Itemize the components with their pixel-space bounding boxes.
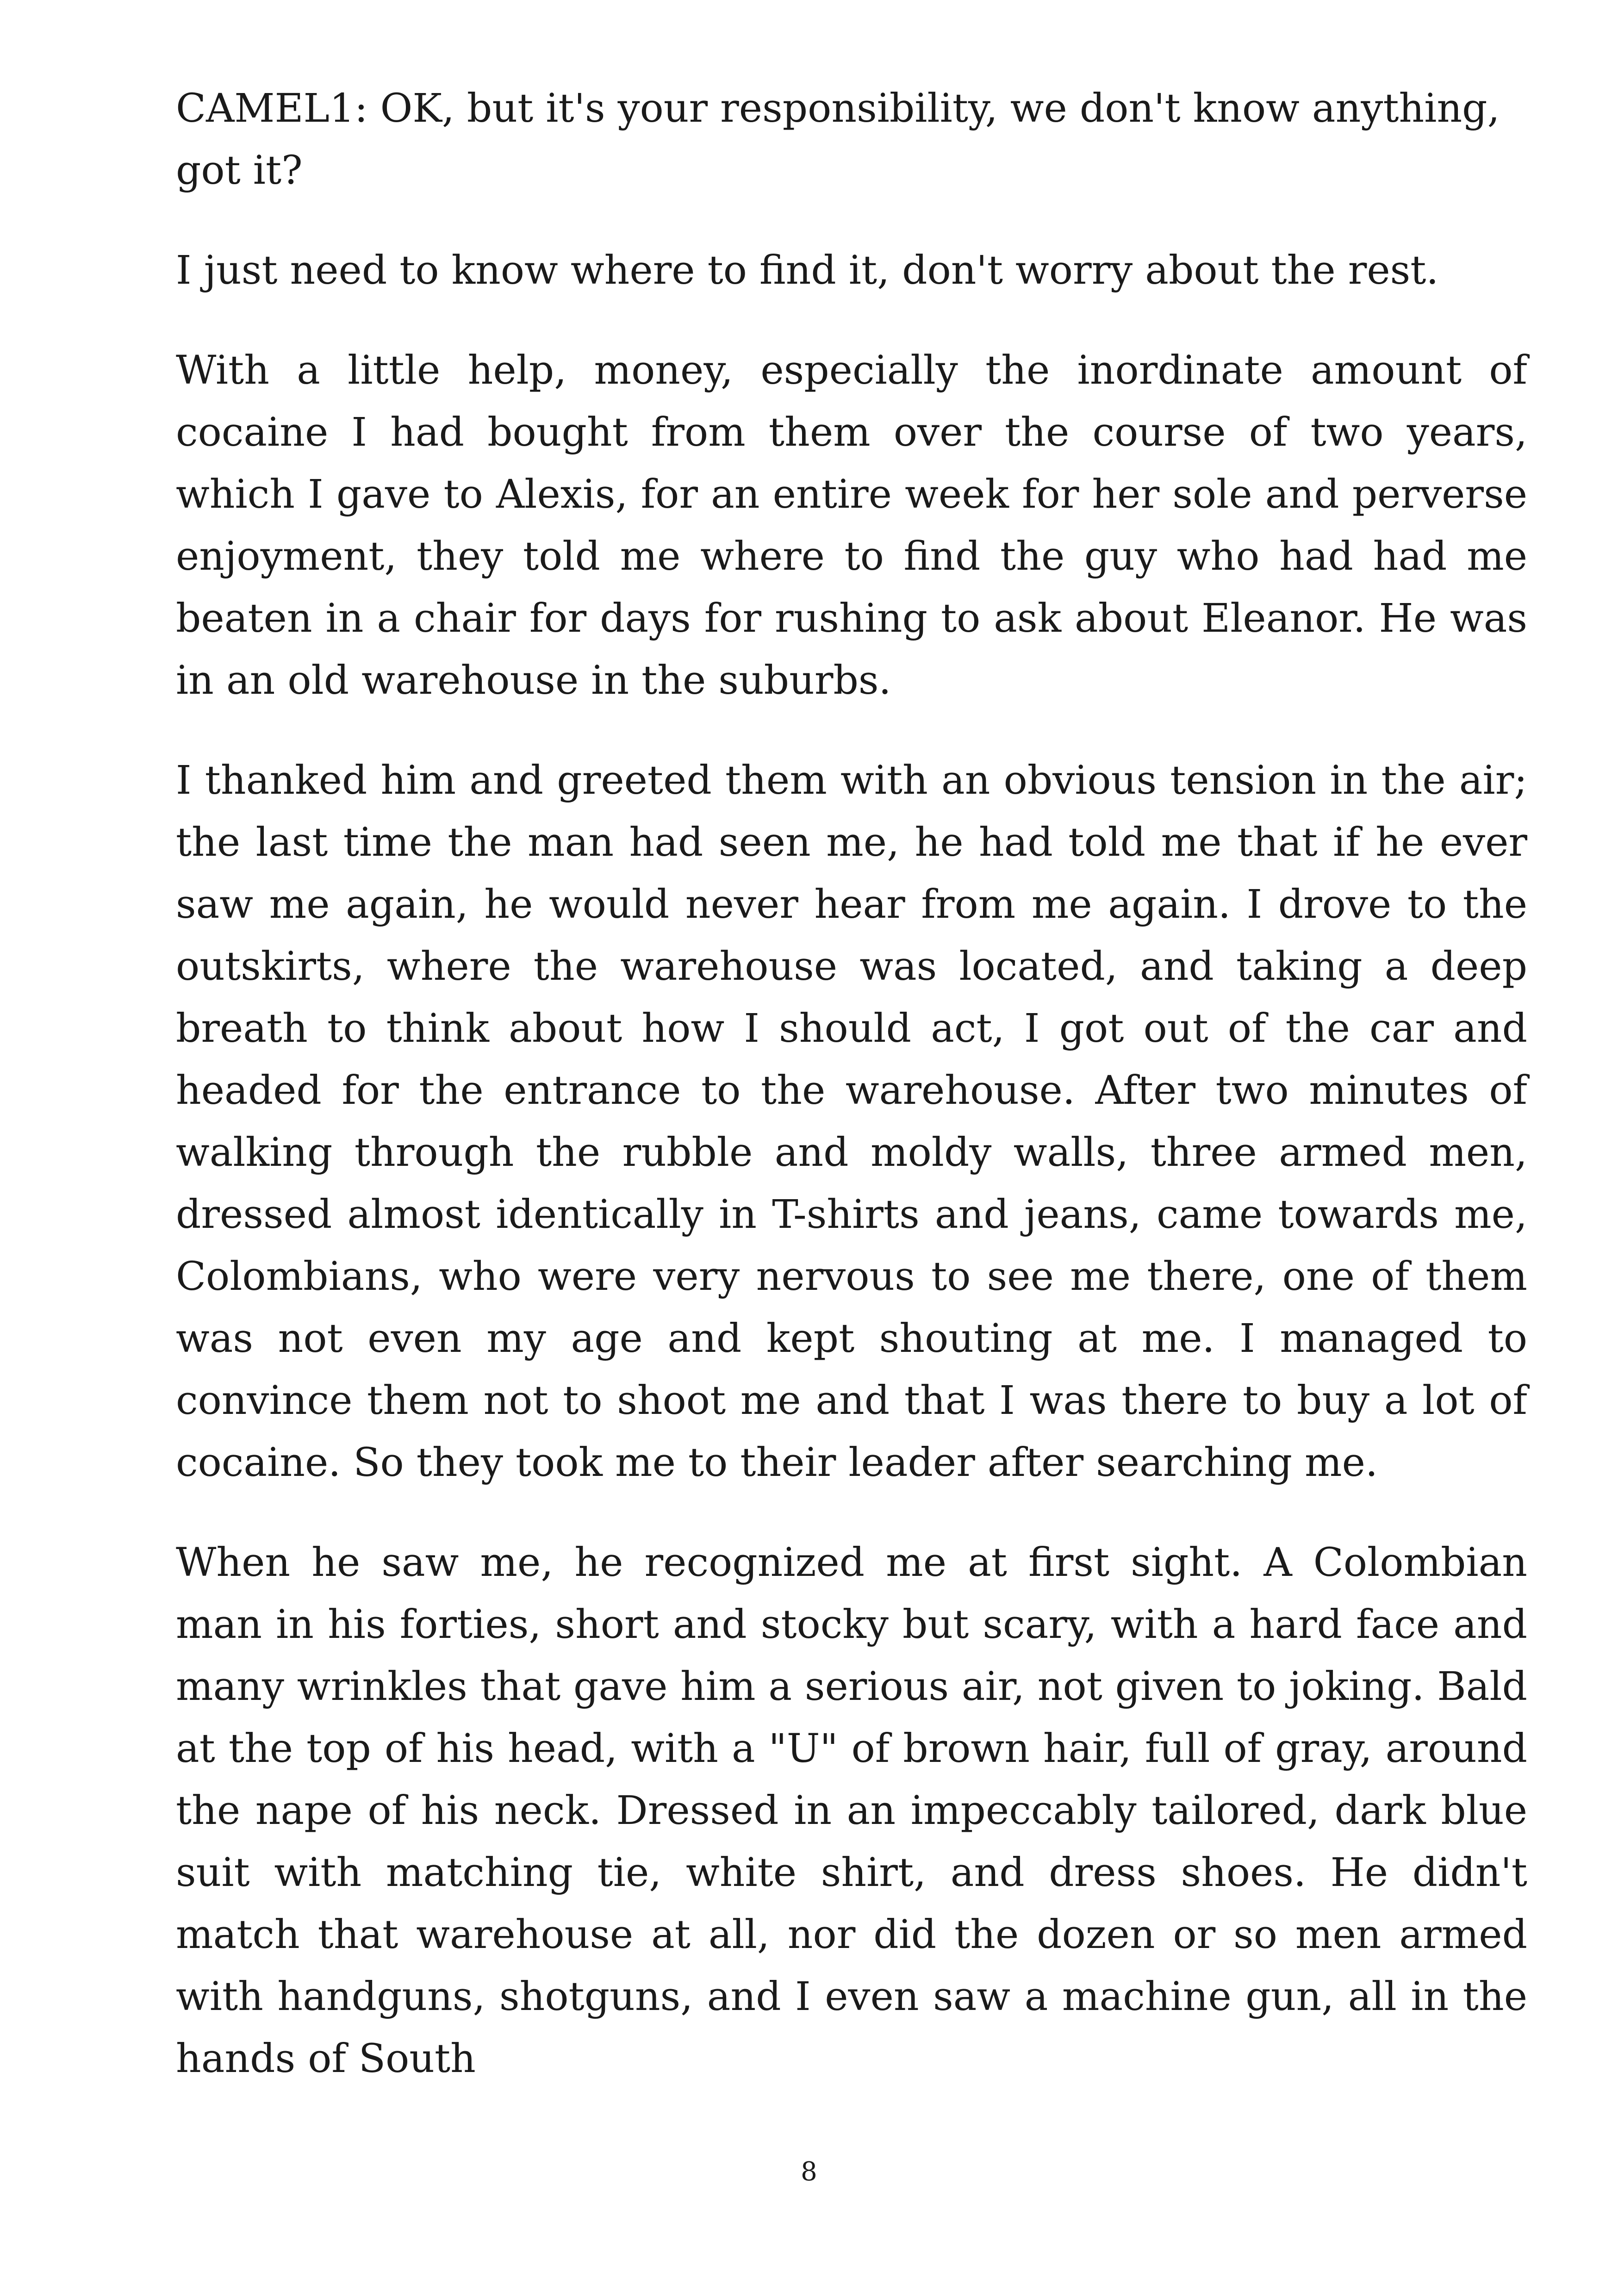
paragraph-leader: When he saw me, he recognized me at first sight. A Colombian man in his forties, short and stocky but scary, with a hard face and many wrinkles that gave him a serious air, not given to joking. Bald at the top of his head, with a "U" of brown hair, full of gray, around the nape of his neck. Dressed in an impeccably tailored, dark blue suit with matching tie, white shirt, and dress shoes. He didn't match that warehouse at all, nor did the dozen or so men armed with handguns, shotguns, and I even saw a machine gun, all in the hands of South xyxy=(176,1540,1527,2082)
paragraph-warehouse: I thanked him and greeted them with an obvious tension in the air; the last time the man had seen me, he had told me that if he ever saw me again, he would never hear from me again. I drove to the outskirts, where the warehouse was located, and taking a deep breath to think about how I should act, I got out of the car and headed for the entrance to the warehouse. After two minutes of walking through the rubble and moldy walls, three armed men, dressed almost identically in T-shirts and jeans, came towards me, Colombians, who were very nervous to see me there, one of them was not even my age and kept shouting at me. I managed to convince them not to shoot me and that I was there to buy a lot of cocaine. So they took me to their leader after searching me. xyxy=(176,758,1527,1486)
paragraph-cocaine: With a little help, money, especially the inordinate amount of cocaine I had bought from them over the course of two years, which I gave to Alexis, for an entire week for her sole and perverse enjoyment, they told me where to find the guy who had had me beaten in a chair for days for rushing to ask about Eleanor. He was in an old warehouse in the suburbs. xyxy=(176,348,1527,703)
paragraph-dialogue: CAMEL1: OK, but it's your responsibility, we don't know anything, got it? xyxy=(176,86,1500,193)
page-number: 8 xyxy=(801,2157,817,2187)
body-text xyxy=(176,78,1527,2128)
paragraph-reply: I just need to know where to find it, don't worry about the rest. xyxy=(176,248,1439,293)
